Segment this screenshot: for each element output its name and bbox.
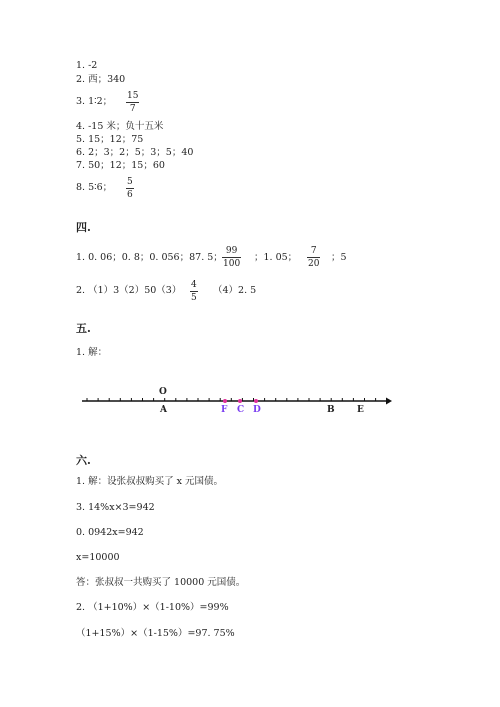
point-F [223, 399, 227, 403]
section6-line-1: 1. 解：设张叔叔购买了 x 元国债。 [76, 476, 223, 487]
answer-line-8: 8. 5∶6； [76, 182, 113, 193]
fraction-bar [126, 102, 139, 103]
label-origin-O: O [159, 387, 167, 397]
fraction-99-100 [222, 246, 241, 269]
label-D: D [253, 405, 261, 415]
section6-line-3: 0. 0942x=942 [76, 527, 144, 538]
answer-line-2: 2. 西；340 [76, 74, 126, 85]
label-C: C [237, 405, 245, 415]
fraction-denominator: 100 [223, 259, 241, 269]
fraction-denominator: 5 [191, 293, 197, 303]
point-C [238, 399, 242, 403]
label-E: E [357, 405, 364, 415]
fraction-numerator: 4 [191, 280, 197, 290]
answer-line-6: 6. 2；3；2；5；3；5；40 [76, 147, 194, 158]
fraction-bar [307, 257, 320, 258]
fraction-numerator: 99 [225, 246, 238, 256]
fraction-denominator: 20 [308, 259, 320, 269]
fraction-denominator: 7 [129, 104, 136, 114]
fraction-numerator: 5 [127, 177, 133, 187]
section6-line-2: 3. 14%x×3=942 [76, 502, 155, 513]
fraction-15-7 [126, 91, 139, 114]
fraction-denominator: 6 [127, 190, 133, 200]
fraction-bar [222, 257, 241, 258]
section4-q2-part-a: 2. （1）3（2）50（3） [76, 285, 182, 296]
answer-line-1: 1. -2 [76, 60, 98, 71]
section-heading-4: 四. [76, 221, 91, 234]
section4-q1-part-a: 1. 0. 06；0. 8；0. 056；87. 5； [76, 252, 223, 263]
section-heading-5: 五. [76, 322, 91, 335]
fraction-bar [126, 188, 134, 189]
point-D [254, 399, 258, 403]
label-F: F [221, 405, 228, 415]
section5-q1: 1. 解： [76, 347, 108, 358]
answer-line-7: 7. 50；12；15；60 [76, 160, 165, 171]
section4-q2-part-b: （4）2. 5 [213, 285, 257, 296]
fraction-4-5 [190, 280, 198, 303]
section6-line-7: （1+15%）×（1-15%）=97. 75% [76, 628, 235, 639]
section6-line-5: 答：张叔叔一共购买了 10000 元国债。 [76, 577, 246, 588]
answer-line-5: 5. 15；12；75 [76, 134, 144, 145]
fraction-numerator: 15 [127, 91, 139, 101]
section-heading-6: 六. [76, 454, 91, 467]
section6-line-4: x=10000 [76, 552, 120, 563]
number-line [0, 385, 500, 425]
fraction-5-6 [126, 177, 134, 200]
section6-line-6: 2. （1+10%）×（1-10%）=99% [76, 602, 229, 613]
section4-q1-part-c: ；5 [331, 252, 347, 263]
fraction-7-20 [307, 246, 320, 269]
label-B: B [327, 405, 335, 415]
answer-line-3: 3. 1∶2； [76, 96, 113, 107]
number-line-arrow [386, 398, 392, 405]
label-A: A [160, 405, 167, 415]
section4-q1-part-b: ；1. 05； [254, 252, 298, 263]
answer-line-4: 4. -15 米；负十五米 [76, 121, 164, 132]
fraction-numerator: 7 [310, 246, 317, 256]
fraction-bar [190, 291, 198, 292]
